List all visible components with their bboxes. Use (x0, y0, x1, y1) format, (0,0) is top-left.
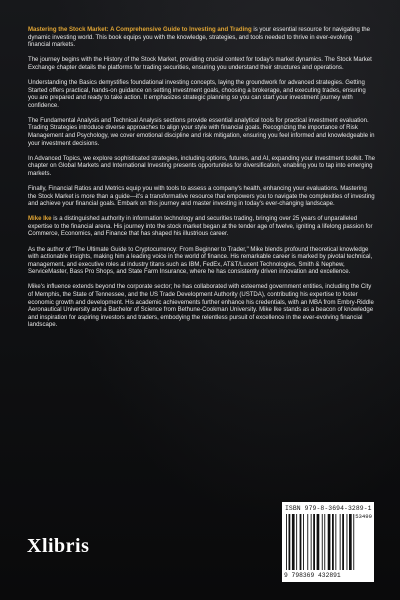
paragraph-finally: Finally, Financial Ratios and Metrics equip you with tools to assess a company's health, enhancing your evaluations. Mastering the Stock Market is more than a guide—it's a transformative resource that empowers you to navigate the complexities of investing and achieve your financial goals. Embark on this journey and master investing in today's ever-changing landscape. (28, 186, 375, 208)
paragraph-advanced: In Advanced Topics, we explore sophisticated strategies, including options, futures, and AI, expanding your investment toolkit. The chapter on Global Markets and International Investing presents opportunities for diversification, enabling you to tap into emerging markets. (28, 155, 376, 177)
author-bio-intro (28, 216, 376, 239)
paragraph-history: The journey begins with the History of the Stock Market, providing crucial context for today's market dynamics. The Stock Market Exchange chapter details the platforms for trading securities, ensuring you understand their structures and operations. (28, 57, 372, 71)
publisher-logo: Xlibris (27, 535, 90, 557)
author-intro-text: is a distinguished authority in information technology and securities trading, bringing over 25 years of unparalleled expertise to the financial arena. His journey into the stock market began at the tender age of twelve, igniting a lifelong passion for Commerce, Economics, and Finance that has shaped his illustrious career. (28, 216, 373, 238)
barcode-bars-icon (286, 514, 370, 572)
author-name: Mike Ike (28, 216, 52, 223)
intro-text: is your essential resource for navigating the dynamic investing world. This book equips you with the knowledge, strategies, and tools needed to thrive in ever-evolving financial markets. (28, 27, 370, 49)
barcode (282, 502, 374, 582)
isbn-label: ISBN 979-8-3694-3289-1 (285, 505, 372, 512)
blurb-text (28, 27, 376, 338)
paragraph-basics: Understanding the Basics demystifies foundational investing concepts, laying the groundwork for advanced strategies. Getting Started offers practical, hands-on guidance on setting investment goals, choosing a brokerage, and executing trades, ensuring you are prepared and ready to take action. It emphasizes strategic planning so you can start your investment journey with confidence. (28, 79, 366, 109)
price-code: 53499 (355, 513, 372, 520)
author-bio-career: As the author of "The Ultimate Guide to Cryptocurrency: From Beginner to Trader," Mike blends profound theoretical knowledge with actionable insights, making him a leading voice in the world of finance. His remarkable career is marked by pivotal technical, management, and executive roles at industry titans such as IBM, FedEx, AT&T/Lucent Technologies, Smith & Nephew, ServiceMaster, Bass Pro Shops, and State Farm Insurance, where he has consistently driven innovation and excellence. (28, 246, 373, 276)
intro-paragraph (28, 27, 376, 50)
ean-digits: 9 798369 432891 (284, 572, 341, 579)
book-title: Mastering the Stock Market: A Comprehensive Guide to Investing and Trading (28, 27, 252, 33)
paragraph-analysis: The Fundamental Analysis and Technical Analysis sections provide essential analytical tools for practical investment evaluation. Trading Strategies introduce diverse approaches to align your style with financial goals. Recognizing the importance of Risk Management and Psychology, we cover emotional discipline and risk mitigation, ensuring you feel informed and knowledgeable in your investment decisions. (28, 117, 375, 147)
author-bio-influence: Mike's influence extends beyond the corporate sector; he has collaborated with esteemed government entities, including the City of Memphis, the State of Tennessee, and the US Trade Development Authority (USTDA), contributing his expertise to foster economic growth and development. His academic achievements further enhance his credentials, with an MBA from Embry-Riddle Aeronautical University and a Bachelor of Science from Bethune-Cookman University. Mike Ike stands as a beacon of knowledge and inspiration for aspiring investors and traders, embodying the relentless pursuit of excellence in the ever-evolving financial landscape. (28, 284, 374, 329)
